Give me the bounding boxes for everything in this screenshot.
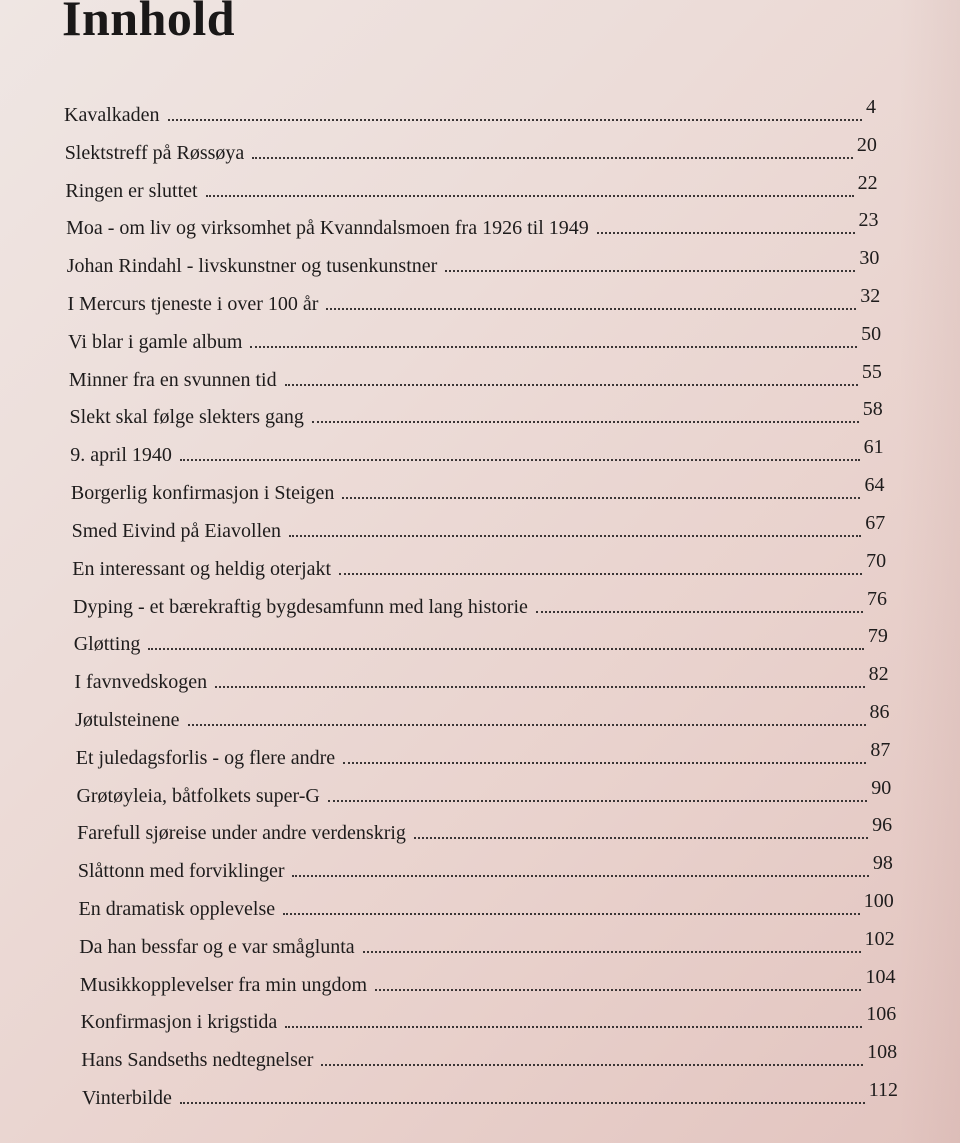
toc-entry-title: Konfirmasjon i krigstida [80,1011,278,1034]
toc-entry [82,1080,898,1110]
dot-leader [328,800,867,802]
dot-leader [326,308,856,310]
toc-entry-page-number: 50 [861,322,882,345]
toc-entry-page-number: 61 [863,436,884,459]
toc-entry-title: Musikkopplevelser fra min ungdom [79,973,368,996]
toc-entry-page-number: 98 [872,852,893,875]
toc-entry [71,475,885,505]
page-title: Innhold [62,0,236,46]
toc-entry-page-number: 87 [870,738,891,761]
toc-entry [81,1042,897,1072]
dot-leader [215,686,865,688]
dot-leader [363,951,861,953]
toc-entry-title: Dyping - et bærekraftig bygdesamfunn med lang historie [73,595,528,618]
toc-entry [70,399,883,429]
dot-leader [343,762,866,764]
toc-entry-page-number: 64 [864,474,885,497]
toc-entry-title: Borgerlig konfirmasjon i Steigen [70,482,335,505]
toc-entry-page-number: 4 [866,96,876,118]
dot-leader [292,875,868,877]
toc-entry [77,815,892,845]
toc-entry-title: Et juledagsforlis - og flere andre [75,746,336,769]
toc-entry-page-number: 67 [865,511,886,534]
toc-entry-title: Smed Eivind på Eiavollen [71,519,282,542]
toc-entry-title: Farefull sjøreise under andre verdenskrig [77,822,406,845]
toc-entry [67,286,880,316]
toc-entry-page-number: 82 [868,663,889,686]
toc-entry-title: Slekt skal følge slekters gang [69,406,304,429]
toc-entry [64,97,876,127]
toc-entry-title: 9. april 1940 [70,444,172,467]
page-shading [900,0,960,1143]
dot-leader [321,1064,863,1066]
toc-entry-title: Minner fra en svunnen tid [68,368,277,391]
toc-entry [76,740,891,770]
toc-entry-title: Moa - om liv og virksomhet på Kvanndalsmoen fra 1926 til 1949 [66,217,589,240]
dot-leader [414,837,868,839]
toc-entry-page-number: 30 [859,247,880,270]
toc-entry-page-number: 100 [863,889,894,912]
toc-entry [79,929,894,959]
toc-entry-title: Johan Rindahl - livskunstner og tusenkunstner [66,255,438,278]
toc-entry-page-number: 79 [867,625,888,648]
toc-entry-title: Gløtting [73,633,141,656]
dot-leader [148,648,863,650]
dot-leader [289,535,861,537]
dot-leader [312,421,859,423]
dot-leader [180,1102,865,1104]
toc-entry-page-number: 104 [865,965,896,988]
toc-entry-title: Vinterbilde [82,1087,172,1109]
toc-entry [81,1004,897,1034]
toc-entry [79,891,894,921]
toc-entry-title: Kavalkaden [64,104,160,126]
toc-entry-page-number: 108 [867,1041,898,1064]
toc-entry-page-number: 58 [862,398,883,421]
toc-entry-page-number: 96 [872,814,893,837]
dot-leader [375,989,861,991]
toc-entry-title: Hans Sandseths nedtegnelser [81,1049,314,1072]
toc-entry-page-number: 55 [861,360,882,383]
toc-entry-title: Slektstreff på Røssøya [64,141,245,164]
toc-entry-title: Vi blar i gamle album [68,330,243,353]
toc-entry [72,513,886,543]
toc-entry [75,702,889,732]
toc-entry-page-number: 23 [858,209,879,232]
toc-entry [70,437,883,467]
toc-entry-title: Jøtulsteinene [75,708,180,731]
toc-entry [65,135,877,165]
toc-entry-page-number: 70 [866,549,887,572]
toc-entry [69,362,882,392]
dot-leader [342,497,860,499]
toc-entry-page-number: 90 [871,776,892,799]
toc-entry-page-number: 20 [856,133,877,156]
toc-entry [76,778,891,808]
dot-leader [168,119,862,121]
toc-entry-title: En dramatisk opplevelse [78,897,276,920]
toc-entry [66,210,878,240]
toc-entry [65,173,877,203]
toc-entry [80,967,896,997]
dot-leader [339,573,862,575]
dot-leader [250,346,857,348]
dot-leader [536,611,863,613]
toc-entry-title: Grøtøyleia, båtfolkets super-G [76,784,320,807]
dot-leader [206,195,854,197]
toc-entry [72,551,886,581]
toc-entry-page-number: 32 [860,285,881,308]
toc-entry [73,589,887,619]
dot-leader [283,913,860,915]
toc-entry-page-number: 102 [864,927,895,950]
dot-leader [180,459,860,461]
toc-entry-page-number: 112 [868,1079,898,1101]
toc-entry-page-number: 76 [867,587,887,610]
toc-entry-title: I favnvedskogen [74,671,208,694]
toc-entry [67,248,880,278]
dot-leader [252,157,853,159]
dot-leader [285,384,858,386]
toc-entry-title: Da han bessfar og e var småglunta [79,935,355,958]
toc-entry-title: En interessant og heldig oterjakt [72,557,332,580]
toc-entry-page-number: 106 [866,1003,897,1026]
toc-entry-title: I Mercurs tjeneste i over 100 år [67,293,319,316]
toc-entry-title: Slåttonn med forviklinger [77,860,285,883]
toc-entry-title: Ringen er sluttet [65,179,198,202]
toc-entry [68,324,881,354]
dot-leader [285,1026,862,1028]
toc-entry [74,664,888,694]
toc-entry-page-number: 86 [869,700,890,723]
dot-leader [188,724,866,726]
toc-entry [74,626,888,656]
toc-entry [78,853,893,883]
dot-leader [597,232,855,234]
dot-leader [445,270,855,272]
toc-entry-page-number: 22 [857,171,878,194]
